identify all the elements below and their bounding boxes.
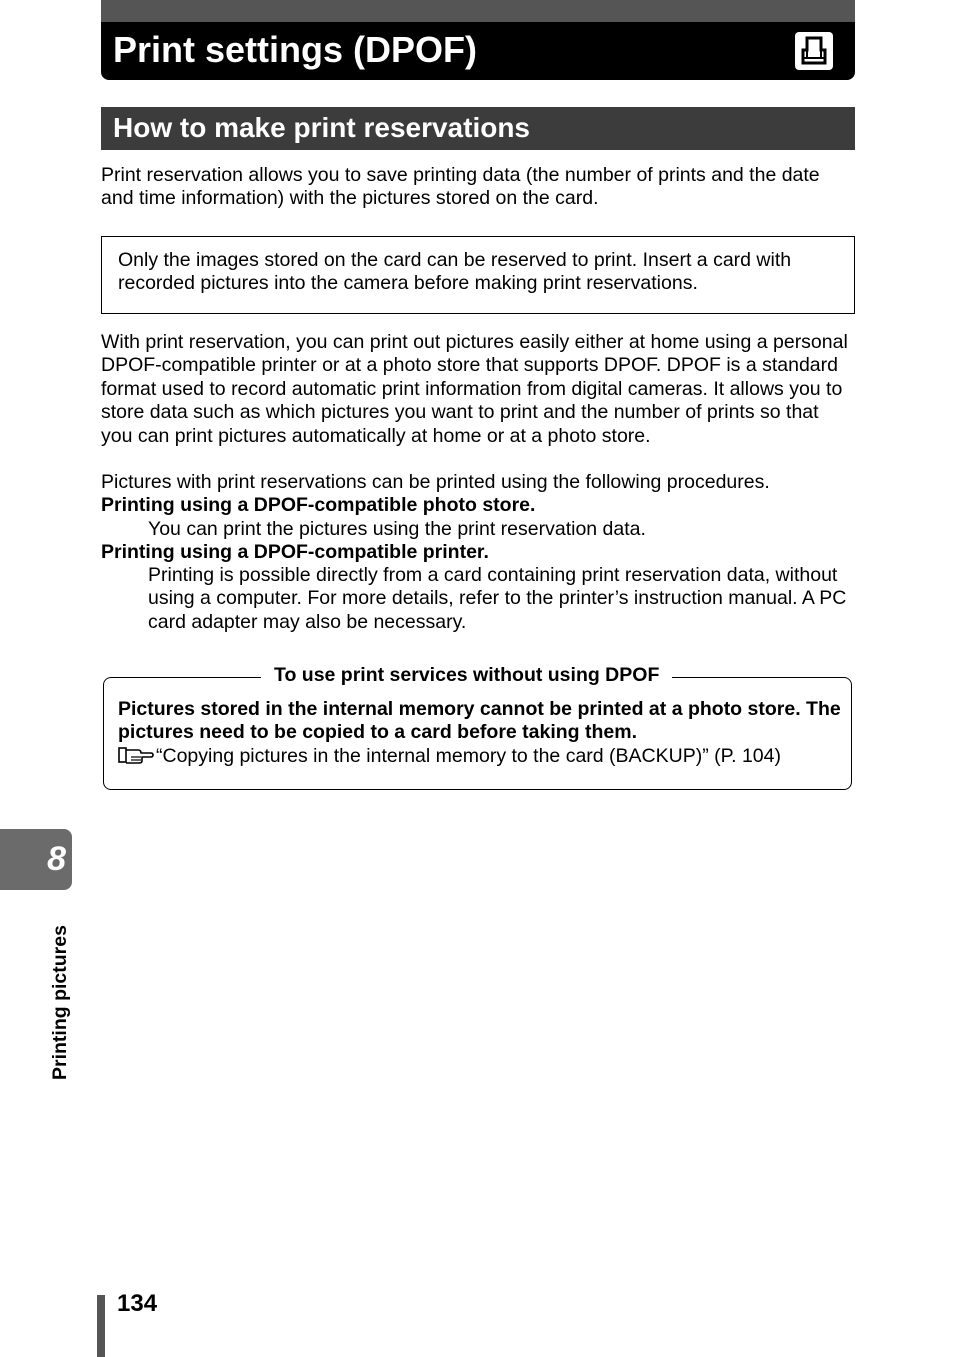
body-paragraph-2: Pictures with print reservations can be printed using the following procedures. bbox=[101, 471, 770, 493]
page-header bbox=[101, 0, 855, 80]
print-icon bbox=[795, 32, 833, 70]
note-text: Only the images stored on the card can be reserved to print. Insert a card with recorded pictures into the camera before making print reservations. bbox=[118, 249, 792, 295]
tip-reference bbox=[118, 745, 848, 771]
tip-warning: Pictures stored in the internal memory cannot be printed at a photo store. The pictures need to be copied to a card before taking them. bbox=[118, 698, 841, 744]
procedure-heading-photo-store: Printing using a DPOF-compatible photo store. bbox=[101, 494, 536, 516]
pointing-hand-icon bbox=[118, 745, 154, 771]
section-heading: How to make print reservations bbox=[113, 112, 531, 143]
body-paragraph-1: With print reservation, you can print out pictures easily either at home using a personal DPOF-compatible printer or at a photo store that supports DPOF. DPOF is a standard format used to record automatic print information from digital cameras. It allows you to store data such as which pictures you want to print and the number of prints so that you can print pictures automatically at home or at a photo store. bbox=[101, 331, 848, 447]
section-header bbox=[101, 107, 855, 150]
chapter-number: 8 bbox=[47, 840, 66, 878]
tip-title: To use print services without using DPOF bbox=[261, 663, 672, 687]
header-top-strip bbox=[101, 0, 855, 22]
intro-paragraph: Print reservation allows you to save printing data (the number of prints and the date and time information) with the pictures stored on the card. bbox=[101, 164, 820, 210]
tip-reference-text: “Copying pictures in the internal memory to the card (BACKUP)” (P. 104) bbox=[156, 745, 781, 767]
page-number-bar bbox=[97, 1295, 105, 1357]
note-box bbox=[101, 236, 855, 314]
procedure-heading-printer: Printing using a DPOF-compatible printer. bbox=[101, 541, 489, 563]
page-title: Print settings (DPOF) bbox=[113, 29, 478, 70]
procedure-text-photo-store: You can print the pictures using the print reservation data. bbox=[148, 518, 646, 540]
chapter-label: Printing pictures bbox=[49, 925, 71, 1080]
procedure-text-printer: Printing is possible directly from a card containing print reservation data, without using a computer. For more details, refer to the printer’s instruction manual. A PC card adapter may also be necessary. bbox=[148, 564, 847, 633]
chapter-tab bbox=[0, 829, 72, 890]
page-number: 134 bbox=[117, 1290, 158, 1317]
